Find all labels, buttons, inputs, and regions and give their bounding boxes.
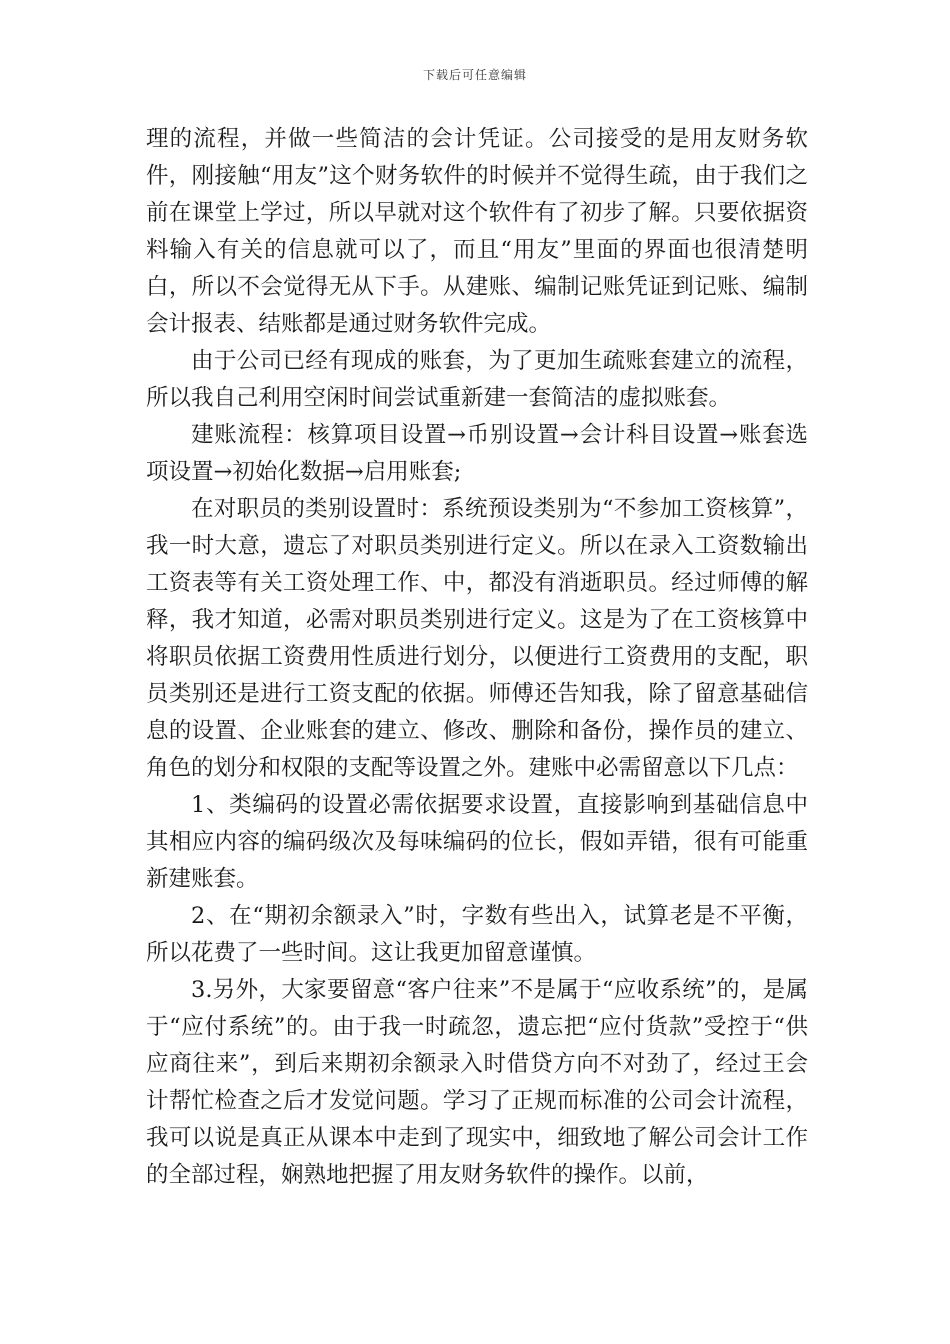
paragraph-7: 3.另外，大家要留意“客户往来”不是属于“应收系统”的，是属于“应付系统”的。由于我一时疏忽，遗忘把“应付货款”受控于“供应商往来”，到后来期初余额录入时借贷方向不对劲了，经过王会计帮忙检查之后才发觉问题。学习了正规而标准的公司会计流程，我可以说是真正从课本中走到了现实中，细致地了解公司会计工作的全部过程，娴熟地把握了用友财务软件的操作。以前， bbox=[146, 977, 808, 1188]
page-header: 下载后可任意编辑 bbox=[422, 68, 527, 82]
paragraph-5: 1、类编码的设置必需依据要求设置，直接影响到基础信息中其相应内容的编码级次及每味编码的位长，假如弄错，很有可能重新建账套。 bbox=[146, 792, 808, 892]
document-body bbox=[146, 121, 808, 1194]
paragraph-1: 理的流程，并做一些简洁的会计凭证。公司接受的是用友财务软件，刚接触“用友”这个财务软件的时候并不觉得生疏，由于我们之前在课堂上学过，所以早就对这个软件有了初步了解。只要依据资料输入有关的信息就可以了，而且“用友”里面的界面也很清楚明白，所以不会觉得无从下手。从建账、编制记账凭证到记账、编制会计报表、结账都是通过财务软件完成。 bbox=[146, 126, 808, 337]
paragraph-4: 在对职员的类别设置时：系统预设类别为“不参加工资核算”，我一时大意，遗忘了对职员类别进行定义。所以在录入工资数输出工资表等有关工资处理工作、中，都没有消逝职员。经过师傅的解释，我才知道，必需对职员类别进行定义。这是为了在工资核算中将职员依据工资费用性质进行划分，以便进行工资费用的支配，职员类别还是进行工资支配的依据。师傅还告知我，除了留意基础信息的设置、企业账套的建立、修改、删除和备份，操作员的建立、角色的划分和权限的支配等设置之外。建账中必需留意以下几点： bbox=[146, 496, 808, 781]
paragraph-6: 2、在“期初余额录入”时，字数有些出入，试算老是不平衡，所以花费了一些时间。这让我更加留意谨慎。 bbox=[146, 903, 808, 966]
paragraph-2: 由于公司已经有现成的账套，为了更加生疏账套建立的流程，所以我自己利用空闲时间尝试重新建一套简洁的虚拟账套。 bbox=[146, 348, 808, 411]
paragraph-3: 建账流程：核算项目设置→币别设置→会计科目设置→账套选项设置→初始化数据→启用账套; bbox=[146, 422, 808, 485]
